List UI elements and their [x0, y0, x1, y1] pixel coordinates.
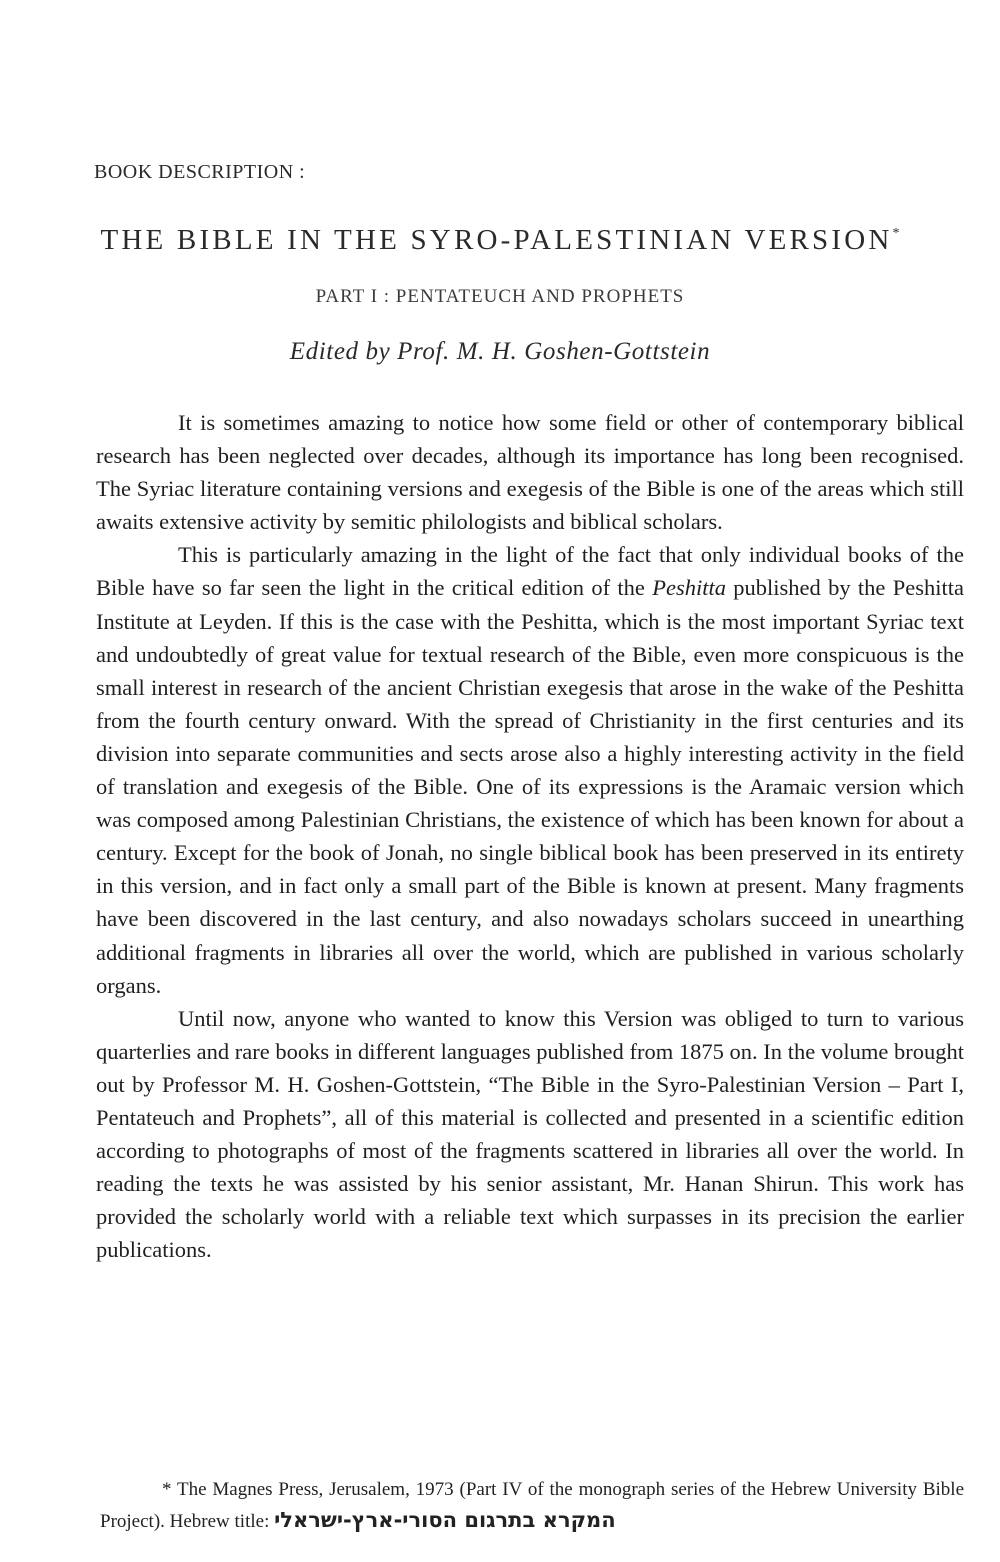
- footnote-text: * The Magnes Press, Jerusalem, 1973 (Part IV of the monograph series of the Hebrew University Bible Project). Hebrew title:: [100, 1479, 964, 1532]
- footnote-body: [100, 1474, 964, 1537]
- book-title: [0, 224, 1000, 257]
- title-footnote-mark: *: [892, 226, 900, 241]
- paragraph-1: It is sometimes amazing to notice how some field or other of contemporary biblical research has been neglected over decades, although its importance has long been recognised. The Syriac literature containing versions and exegesis of the Bible is one of the areas which still awaits extensive activity by semitic philologists and biblical scholars.: [96, 410, 964, 535]
- peshitta-italic: Peshitta: [652, 575, 726, 601]
- footnote: [100, 1474, 964, 1537]
- paragraph-3: Until now, anyone who wanted to know this Version was obliged to turn to various quarterlies and rare books in different languages published from 1875 on. In the volume brought out by Professor M. H. Goshen-Gottstein, “The Bible in the Syro-Palestinian Version – Part I, Pentateuch and Prophets”, all of this material is collected and presented in a scientific edition according to photographs of most of the fragments scattered in libraries all over the world. In reading the texts he was assisted by his senior assistant, Mr. Hanan Shirun. This work has provided the scholarly world with a reliable text which surpasses in its precision the earlier publications.: [96, 1005, 964, 1263]
- hebrew-title: המקרא בתרגום הסורי-ארץ-ישראלי: [274, 1508, 616, 1532]
- book-title-text: THE BIBLE IN THE SYRO-PALESTINIAN VERSION: [100, 224, 893, 256]
- paragraph-2: [96, 538, 964, 1001]
- paragraph-2-start: This is particularly amazing in the light of the fact that only individual books of the Bible have so far seen the light in the critical edition of the: [96, 542, 964, 601]
- editor-line: Edited by Prof. M. H. Goshen-Gottstein: [289, 338, 711, 365]
- section-label: BOOK DESCRIPTION :: [94, 161, 306, 183]
- book-subtitle: PART I : PENTATEUCH AND PROPHETS: [315, 286, 685, 307]
- description-body: [96, 406, 964, 1266]
- paragraph-2-rest: published by the Peshitta Institute at Leyden. If this is the case with the Peshitta, which is the most important Syriac text and undoubtedly of great value for textual research of the Bible, even more conspicuous is the small interest in research of the ancient Christian exegesis that arose in the wake of the Peshitta from the fourth century onward. With the spread of Christianity in the first centuries and its division into separate communities and sects arose also a highly interesting activity in the field of translation and exegesis of the Bible. One of its expressions is the Aramaic version which was composed among Palestinian Christians, the existence of which has been known for about a century. Except for the book of Jonah, no single biblical book has been preserved in its entirety in this version, and in fact only a small part of the Bible is known at present. Many fragments have been discovered in the last century, and also nowadays scholars succeed in unearthing additional fragments in libraries all over the world, which are published in various scholarly organs.: [96, 575, 964, 998]
